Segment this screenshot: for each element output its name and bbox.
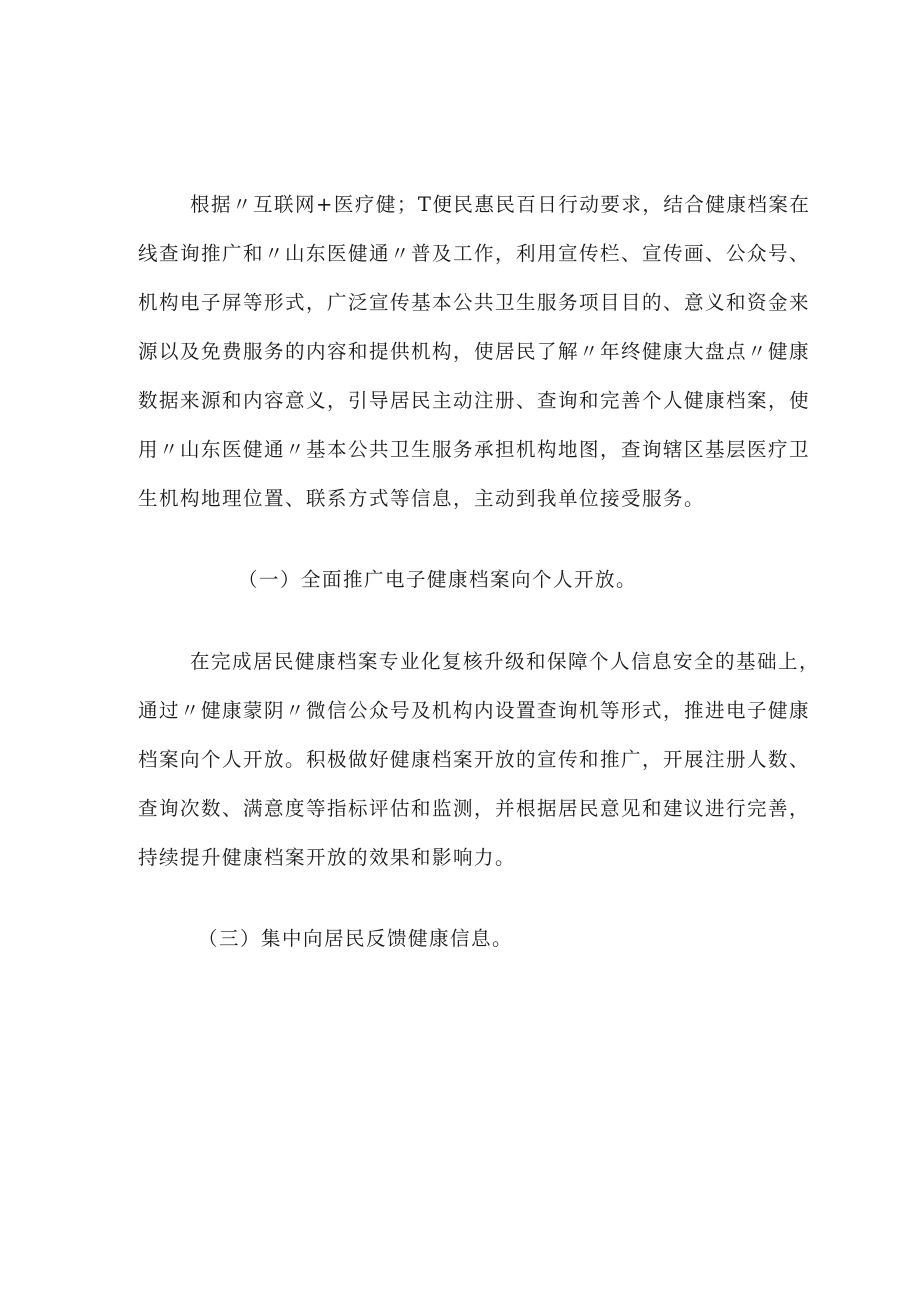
paragraph-2-line-2: 通过〃健康蒙阴〃微信公众号及机构内设置查询机等形式，推进电子健康 [138,699,811,722]
paragraph-1-line-5: 数据来源和内容意义，引导居民主动注册、查询和完善个人健康档案，使 [138,389,811,412]
paragraph-1-line-4: 源以及免费服务的内容和提供机构，使居民了解〃年终健康大盘点〃健康 [138,340,811,363]
section-heading-2: （三）集中向居民反馈健康信息。 [198,927,514,950]
paragraph-1-line-1: 根据〃互联网+医疗健；T便民惠民百日行动要求，结合健康档案在 [190,193,811,216]
paragraph-2-line-5: 持续提升健康档案开放的效果和影响力。 [138,846,517,869]
paragraph-1-line-3: 机构电子屏等形式，广泛宣传基本公共卫生服务项目目的、意义和资金来 [138,291,811,314]
paragraph-2-line-1: 在完成居民健康档案专业化复核升级和保障个人信息安全的基础上， [190,650,821,673]
section-heading-1: （一）全面推广电子健康档案向个人开放。 [238,568,638,591]
paragraph-2-line-4: 查询次数、满意度等指标评估和监测，并根据居民意见和建议进行完善， [138,797,811,820]
paragraph-1-line-2: 线查询推广和〃山东医健通〃普及工作，利用宣传栏、宣传画、公众号、 [138,242,811,265]
paragraph-1-line-7: 生机构地理位置、联系方式等信息，主动到我单位接受服务。 [138,487,706,510]
paragraph-2-line-3: 档案向个人开放。积极做好健康档案开放的宣传和推广，开展注册人数、 [138,748,811,771]
paragraph-1-line-6: 用〃山东医健通〃基本公共卫生服务承担机构地图，查询辖区基层医疗卫 [138,438,811,461]
